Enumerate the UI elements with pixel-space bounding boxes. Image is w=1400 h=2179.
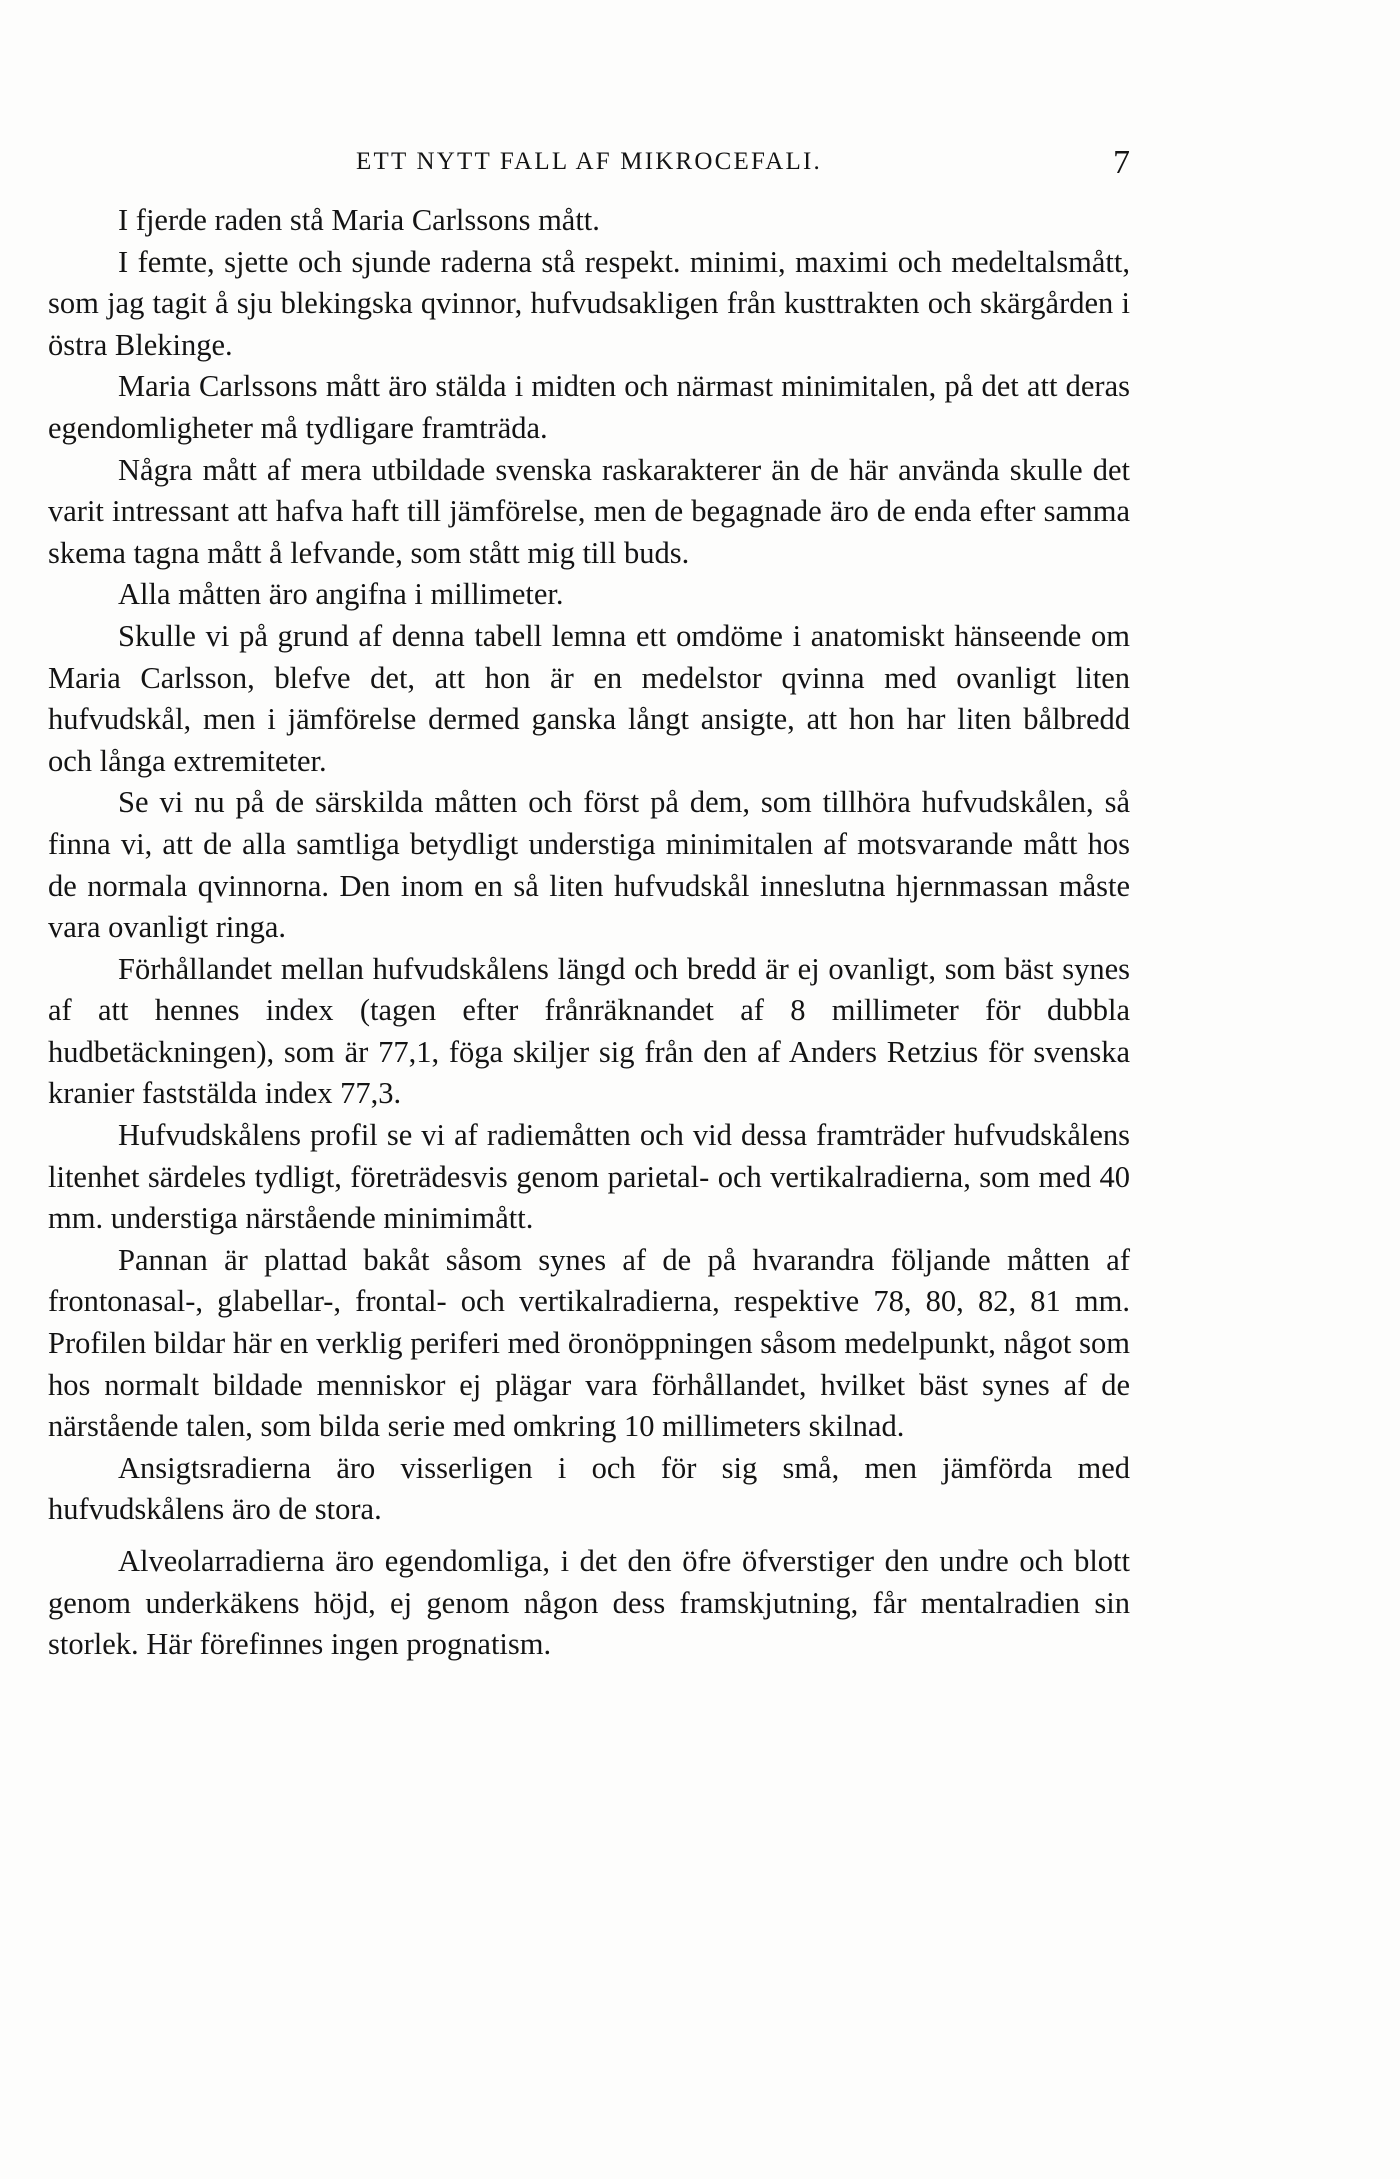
paragraph-9: Hufvudskålens profil se vi af radiemåtten och vid dessa framträder hufvudskålens litenhet särdeles tydligt, företrädesvis genom parietal- och vertikalradierna, som med 40 mm. understiga närstående minimimått. bbox=[48, 1118, 1130, 1236]
body-text bbox=[48, 200, 1130, 1666]
paragraph-4: Några mått af mera utbildade svenska raskarakterer än de här använda skulle det varit intressant att hafva haft till jämförelse, men de begagnade äro de enda efter samma skema tagna mått å lefvande, som stått mig till buds. bbox=[48, 452, 1130, 570]
paragraph-10: Pannan är plattad bakåt såsom synes af de på hvarandra följande måtten af frontonasal-, glabellar-, frontal- och vertikalradierna, respektive 78, 80, 82, 81 mm. Profilen bildar här en verklig periferi med öronöppningen såsom medelpunkt, något som hos normalt bildade menniskor ej plägar vara förhållandet, hvilket bäst synes af de närstående talen, som bilda serie med omkring 10 millimeters skilnad. bbox=[48, 1242, 1130, 1444]
paragraph-8: Förhållandet mellan hufvudskålens längd och bredd är ej ovanligt, som bäst synes af att hennes index (tagen efter frånräknandet af 8 millimeter för dubbla hudbetäckningen), som är 77,1, föga skiljer sig från den af Anders Retzius för svenska kranier faststälda index 77,3. bbox=[48, 951, 1130, 1111]
paragraph-1: I fjerde raden stå Maria Carlssons mått. bbox=[118, 203, 600, 237]
paragraph-5: Alla måtten äro angifna i millimeter. bbox=[118, 577, 564, 612]
paragraph-2: I femte, sjette och sjunde raderna stå respekt. minimi, maximi och medeltalsmått, som jag tagit å sju blekingska qvinnor, hufvudsakligen från kusttrakten och skärgården i östra Blekinge. bbox=[48, 244, 1130, 362]
page-number: 7 bbox=[1113, 144, 1130, 181]
paragraph-11: Ansigtsradierna äro visserligen i och för sig små, men jämförda med hufvudskålens äro de stora. bbox=[48, 1450, 1130, 1527]
paragraph-3: Maria Carlssons mått äro stälda i midten och närmast minimitalen, på det att deras egendomligheter må tydligare framträda. bbox=[48, 369, 1130, 445]
paragraph-12: Alveolarradierna äro egendomliga, i det den öfre öfverstiger den undre och blott genom underkäkens höjd, ej genom någon dess framskjutning, får mentalradien sin storlek. Här förefinnes ingen prognatism. bbox=[48, 1544, 1130, 1662]
paragraph-6: Skulle vi på grund af denna tabell lemna ett omdöme i anatomiskt hänseende om Maria Carlsson, blefve det, att hon är en medelstor qvinna med ovanligt liten hufvudskål, men i jämförelse dermed ganska långt ansigte, att hon har liten bålbredd och långa extremiteter. bbox=[48, 618, 1130, 778]
paragraph-7: Se vi nu på de särskilda måtten och först på dem, som tillhöra hufvudskålen, så finna vi, att de alla samtliga betydligt understiga minimitalen af motsvarande mått hos de normala qvinnorna. Den inom en så liten hufvudskål inneslutna hjernmassan måste vara ovanligt ringa. bbox=[48, 785, 1130, 945]
running-title: ETT NYTT FALL AF MIKROCEFALI. bbox=[356, 148, 822, 175]
page-header bbox=[48, 144, 1130, 184]
